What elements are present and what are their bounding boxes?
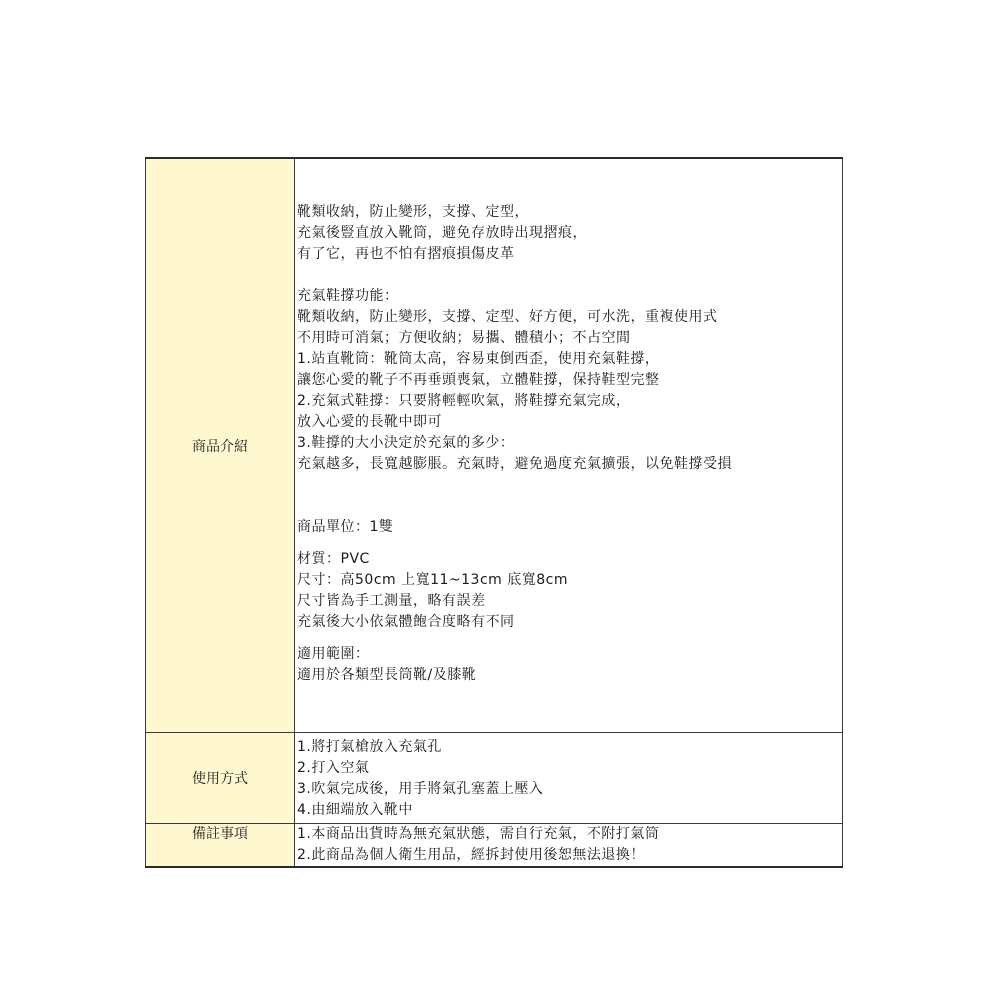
feature-line: 讓您心愛的靴子不再垂頭喪氣，立體鞋撐，保持鞋型完整: [297, 372, 660, 388]
product-unit: 商品單位：1雙: [297, 519, 394, 535]
table-row-notes: [146, 824, 843, 868]
feature-line: 充氣越多，長寬越膨脹。充氣時，避免過度充氣擴張，以免鞋撐受損: [297, 456, 732, 472]
scope-line: 適用於各類型長筒靴/及膝靴: [297, 667, 477, 683]
intro-content: [295, 158, 843, 733]
note-line: 1.本商品出貨時為無充氣狀態，需自行充氣，不附打氣筒: [297, 826, 660, 842]
table-row-intro: [146, 158, 843, 733]
notes-content: [295, 824, 843, 868]
table-row-usage: [146, 733, 843, 824]
usage-content: [295, 733, 843, 824]
intro-label: 商品介紹: [146, 158, 295, 733]
feature-heading: 充氣鞋撐功能：: [297, 288, 399, 304]
notes-label: 備註事項: [146, 824, 295, 868]
feature-line: 靴類收納，防止變形，支撐、定型、好方便，可水洗，重複使用式: [297, 309, 718, 325]
spec-line: 尺寸皆為手工測量，略有誤差: [297, 593, 486, 609]
usage-step: 2.打入空氣: [297, 760, 370, 776]
usage-label: 使用方式: [146, 733, 295, 824]
intro-line: 充氣後豎直放入靴筒，避免存放時出現摺痕，: [297, 225, 587, 241]
spec-line: 材質：PVC: [297, 551, 370, 567]
product-spec-table: [145, 157, 843, 868]
feature-line: 3.鞋撐的大小決定於充氣的多少：: [297, 435, 515, 451]
usage-step: 3.吹氣完成後，用手將氣孔塞蓋上壓入: [297, 781, 544, 797]
intro-line: 有了它，再也不怕有摺痕損傷皮革: [297, 246, 515, 262]
intro-line: 靴類收納，防止變形，支撐、定型，: [297, 204, 529, 220]
feature-line: 2.充氣式鞋撐：只要將輕輕吹氣，將鞋撐充氣完成，: [297, 393, 631, 409]
note-line: 2.此商品為個人衛生用品，經拆封使用後恕無法退換！: [297, 847, 645, 863]
usage-step: 1.將打氣槍放入充氣孔: [297, 739, 442, 755]
spec-line: 充氣後大小依氣體飽合度略有不同: [297, 614, 515, 630]
scope-heading: 適用範圍：: [297, 646, 370, 662]
feature-line: 不用時可消氣；方便收納；易攜、體積小；不占空間: [297, 330, 631, 346]
usage-step: 4.由細端放入靴中: [297, 802, 413, 818]
spec-line: 尺寸：高50cm 上寬11~13cm 底寬8cm: [297, 572, 568, 588]
feature-line: 1.站直靴筒：靴筒太高，容易東倒西歪，使用充氣鞋撐，: [297, 351, 660, 367]
feature-line: 放入心愛的長靴中即可: [297, 414, 442, 430]
